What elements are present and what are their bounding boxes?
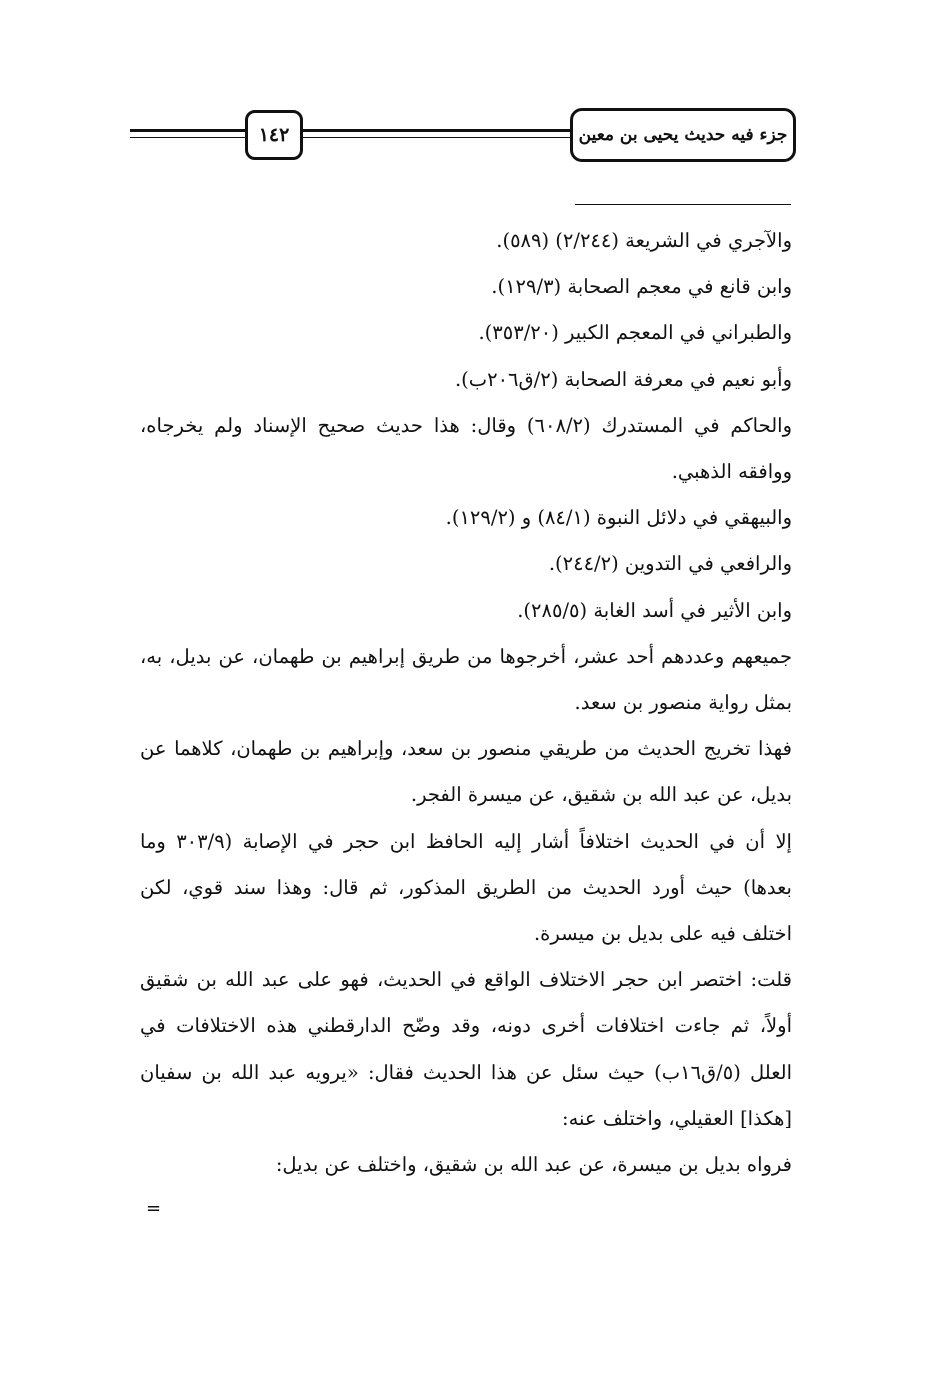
continuation-mark: = — [146, 1198, 162, 1219]
body-text — [140, 218, 792, 1188]
paragraph: وأبو نعيم في معرفة الصحابة (٢/ق٢٠٦ب). — [454, 367, 792, 391]
paragraph: وابن قانع في معجم الصحابة (١٢٩/٣). — [491, 275, 792, 299]
paragraph: وابن الأثير في أسد الغابة (٢٨٥/٥). — [517, 598, 792, 622]
header-rule-middle-top — [300, 129, 575, 132]
header-rule-middle-bottom — [300, 137, 575, 138]
paragraph: إلا أن في الحديث اختلافاً أشار إليه الحافظ ابن حجر في الإصابة (٣٠٣/٩ وما بعدها) حيث أورد الحديث من الطريق المذكور، ثم قال: وهذا سند قوي، لكن اختلف فيه على بديل بن ميسرة. — [140, 829, 792, 946]
paragraph: والآجري في الشريعة (٢/٢٤٤) (٥٨٩). — [496, 229, 792, 252]
header-rule-left-bottom — [130, 137, 250, 138]
page-number: ١٤٢ — [245, 110, 303, 160]
paragraph: والحاكم في المستدرك (٦٠٨/٢) وقال: هذا حديث صحيح الإسناد ولم يخرجاه، ووافقه الذهبي. — [140, 413, 792, 484]
paragraph: والبيهقي في دلائل النبوة (٨٤/١) و (١٢٩/٢). — [445, 506, 792, 530]
separator-rule — [575, 204, 791, 205]
paragraph: والرافعي في التدوين (٢٤٤/٢). — [548, 552, 792, 576]
header-rule-left-top — [130, 129, 250, 132]
paragraph: فرواه بديل بن ميسرة، عن عبد الله بن شقيق، واختلف عن بديل: — [275, 1153, 792, 1177]
paragraph: جميعهم وعددهم أحد عشر، أخرجوها من طريق إبراهيم بن طهمان، عن بديل، به، بمثل رواية منصور بن سعد. — [140, 644, 792, 715]
paragraph: قلت: اختصر ابن حجر الاختلاف الواقع في الحديث، فهو على عبد الله بن شقيق أولاً، ثم جاءت اختلافات أخرى دونه، وقد وضّح الدارقطني هذه الاختلافات في العلل (٥/ق١٦ب) حيث سئل عن هذا الحديث فقال: «يرويه عبد الله بن سفيان [هكذا] العقيلي، واختلف عنه: — [140, 968, 793, 1130]
book-title: جزء فيه حديث يحيى بن معين — [570, 108, 796, 162]
paragraph: فهذا تخريج الحديث من طريقي منصور بن سعد، وإبراهيم بن طهمان، كلاهما عن بديل، عن عبد الله بن شقيق، عن ميسرة الفجر. — [140, 737, 792, 807]
running-header — [130, 108, 800, 164]
paragraph: والطبراني في المعجم الكبير (٣٥٣/٢٠). — [478, 321, 792, 345]
